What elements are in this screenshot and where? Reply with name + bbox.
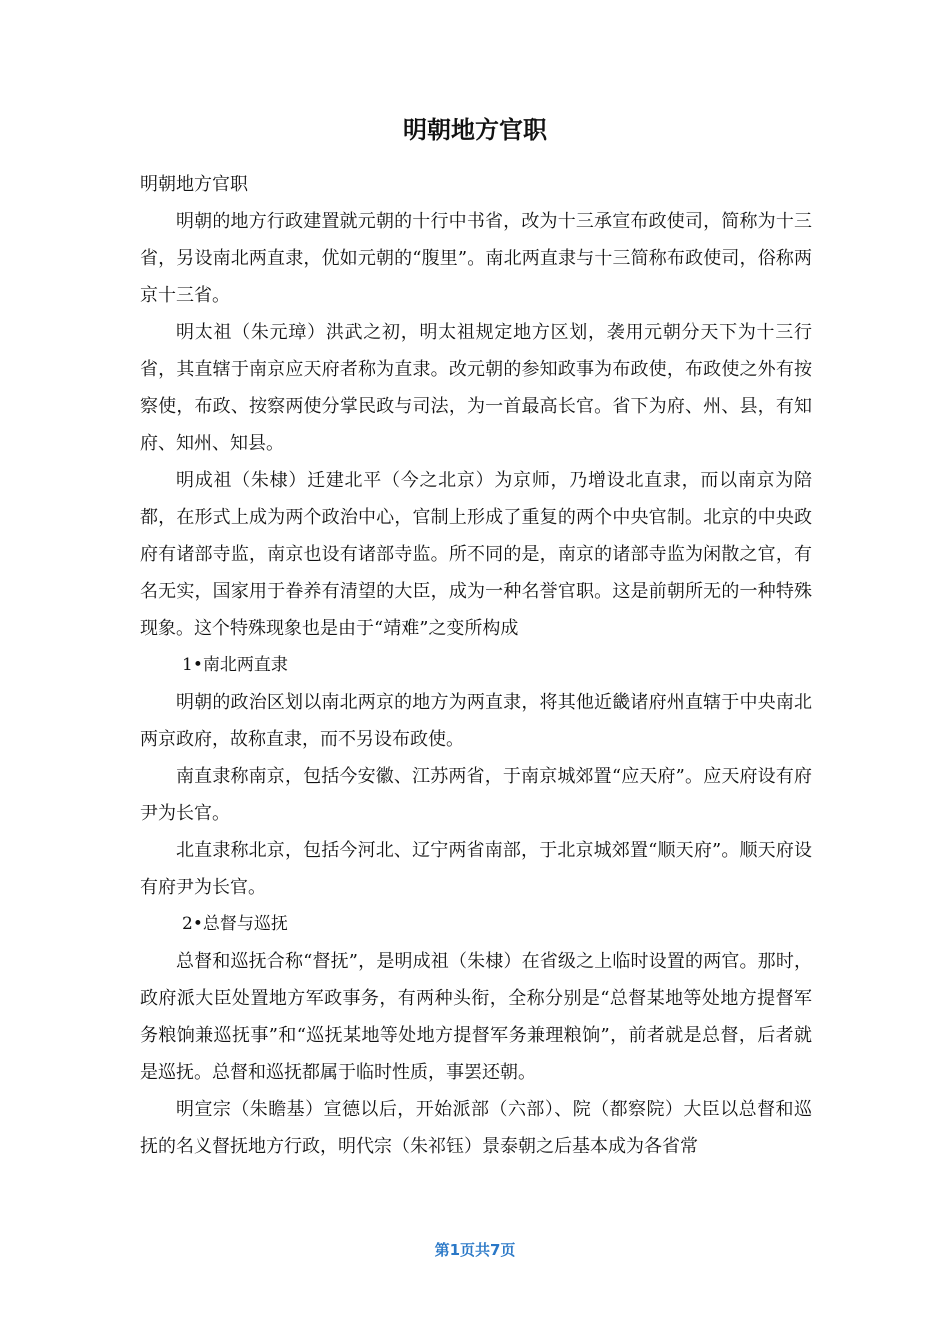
paragraph: 总督和巡抚合称“督抚”，是明成祖（朱棣）在省级之上临时设置的两官。那时，政府派大臣处置地方军政事务，有两种头衔，全称分别是“总督某地等处地方提督军务粮饷兼巡抚事”和“巡抚某地等处地方提督军务兼理粮饷”，前者就是总督，后者就是巡抚。总督和巡抚都属于临时性质，事罢还朝。 bbox=[140, 951, 812, 1083]
section-heading: 1•南北两直隶 bbox=[182, 655, 288, 675]
paragraph: 北直隶称北京，包括今河北、辽宁两省南部，于北京城郊置“顺天府”。顺天府设有府尹为长官。 bbox=[140, 840, 812, 898]
section-heading: 2•总督与巡抚 bbox=[182, 914, 288, 934]
paragraph: 南直隶称南京，包括今安徽、江苏两省，于南京城郊置“应天府”。应天府设有府尹为长官。 bbox=[140, 766, 812, 824]
paragraph: 明成祖（朱棣）迁建北平（今之北京）为京师，乃增设北直隶，而以南京为陪都，在形式上成为两个政治中心，官制上形成了重复的两个中央官制。北京的中央政府有诸部寺监，南京也设有诸部寺监。所不同的是，南京的诸部寺监为闲散之官，有名无实，国家用于眷养有清望的大臣，成为一种名誉官职。这是前朝所无的一种特殊现象。这个特殊现象也是由于“靖难”之变所构成 bbox=[140, 470, 812, 639]
paragraph: 明朝的政治区划以南北两京的地方为两直隶，将其他近畿诸府州直辖于中央南北两京政府，故称直隶，而不另设布政使。 bbox=[140, 692, 812, 750]
document-title: 明朝地方官职 bbox=[403, 116, 547, 144]
paragraph: 明太祖（朱元璋）洪武之初，明太祖规定地方区划，袭用元朝分天下为十三行省，其直辖于南京应天府者称为直隶。改元朝的参知政事为布政使，布政使之外有按察使，布政、按察两使分掌民政与司法，为一首最高长官。省下为府、州、县，有知府、知州、知县。 bbox=[140, 322, 812, 454]
paragraph: 明宣宗（朱瞻基）宣德以后，开始派部（六部）、院（都察院）大臣以总督和巡抚的名义督抚地方行政，明代宗（朱祁钰）景泰朝之后基本成为各省常 bbox=[140, 1099, 812, 1157]
document-body bbox=[140, 166, 812, 1165]
page-number: 第1页共7页 bbox=[434, 1241, 516, 1259]
paragraph: 明朝的地方行政建置就元朝的十行中书省，改为十三承宣布政使司，简称为十三省，另设南北两直隶，优如元朝的“腹里”。南北两直隶与十三简称布政使司，俗称两京十三省。 bbox=[140, 211, 812, 306]
document-subtitle: 明朝地方官职 bbox=[140, 174, 248, 195]
